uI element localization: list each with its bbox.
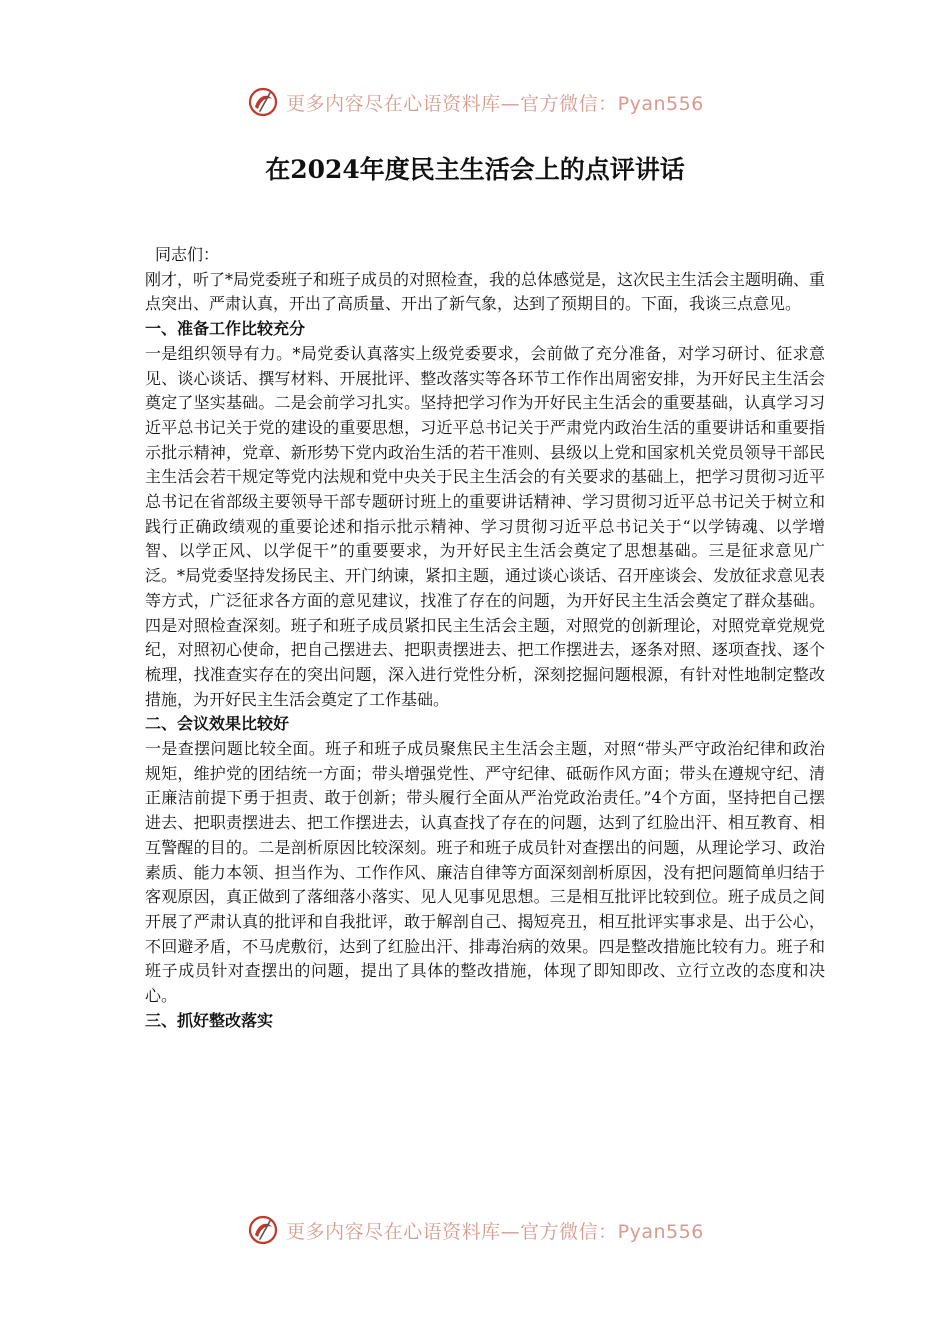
document-title: 在2024年度民主生活会上的点评讲话 [265,155,685,184]
watermark-banner-top [0,82,950,122]
section-body-1: 一是组织领导有力。*局党委认真落实上级党委要求，会前做了充分准备，对学习研讨、征求意见、谈心谈话、撰写材料、开展批评、整改落实等各环节工作作出周密安排，为开好民主生活会奠定了坚实基础。二是会前学习扎实。坚持把学习作为开好民主生活会的重要基础，认真学习习近平总书记关于党的建设的重要思想，习近平总书记关于严肃党内政治生活的重要讲话和重要指示批示精神，党章、新形势下党内政治生活的若干准则、县级以上党和国家机关党员领导干部民主生活会若干规定等党内法规和党中央关于民主生活会的有关要求的基础上，把学习贯彻习近平总书记在省部级主要领导干部专题研讨班上的重要讲话精神、学习贯彻习近平总书记关于树立和践行正确政绩观的重要论述和指示批示精神、学习贯彻习近平总书记关于“以学铸魂、以学增智、以学正风、以学促干”的重要要求，为开好民主生活会奠定了思想基础。三是征求意见广泛。*局党委坚持发扬民主、开门纳谏，紧扣主题，通过谈心谈话、召开座谈会、发放征求意见表等方式，广泛征求各方面的意见建议，找准了存在的问题，为开好民主生活会奠定了群众基础。四是对照检查深刻。班子和班子成员紧扣民主生活会主题，对照党的创新理论，对照党章党规党纪，对照初心使命，把自己摆进去、把职责摆进去、把工作摆进去，逐条对照、逐项查找、逐个梳理，找准查实存在的突出问题，深入进行党性分析，深刻挖掘问题根源，有针对性地制定整改措施，为开好民主生活会奠定了工作基础。 [145,343,826,709]
watermark-text: 更多内容尽在心语资料库—官方微信：Pyan556 [286,1220,704,1243]
swirl-logo-icon [246,1213,280,1247]
document-body [145,243,825,1034]
section-body-2: 一是查摆问题比较全面。班子和班子成员聚焦民主生活会主题，对照“带头严守政治纪律和政治规矩，维护党的团结统一方面；带头增强党性、严守纪律、砥砺作风方面；带头在遵规守纪、清正廉洁前提下勇于担责、敢于创新；带头履行全面从严治党政治责任。”4个方面，坚持把自己摆进去、把职责摆进去、把工作摆进去，认真查找了存在的问题，达到了红脸出汗、相互教育、相互警醒的目的。二是剖析原因比较深刻。班子和班子成员针对查摆出的问题，从理论学习、政治素质、能力本领、担当作为、工作作风、廉洁自律等方面深刻剖析原因，没有把问题简单归结于客观原因，真正做到了落细落小落实、见人见事见思想。三是相互批评比较到位。班子成员之间开展了严肃认真的批评和自我批评，敢于解剖自己、揭短亮丑，相互批评实事求是、出于公心，不回避矛盾，不马虎敷衍，达到了红脸出汗、排毒治病的效果。四是整改措施比较有力。班子和班子成员针对查摆出的问题，提出了具体的整改措施，体现了即知即改、立行立改的态度和决心。 [145,739,825,1006]
intro-paragraph: 刚才，听了*局党委班子和班子成员的对照检查，我的总体感觉是，这次民主生活会主题明确、重点突出、严肃认真，开出了高质量、开出了新气象，达到了预期目的。下面，我谈三点意见。 [145,269,826,314]
section-heading-3: 三、抓好整改落实 [145,1010,274,1030]
watermark-text: 更多内容尽在心语资料库—官方微信：Pyan556 [286,92,704,115]
swirl-logo-icon [246,85,280,119]
watermark-banner-bottom [0,1210,950,1250]
section-heading-1: 一、准备工作比较充分 [145,319,306,339]
section-heading-2: 二、会议效果比较好 [145,714,290,734]
greeting: 同志们： [155,245,220,264]
